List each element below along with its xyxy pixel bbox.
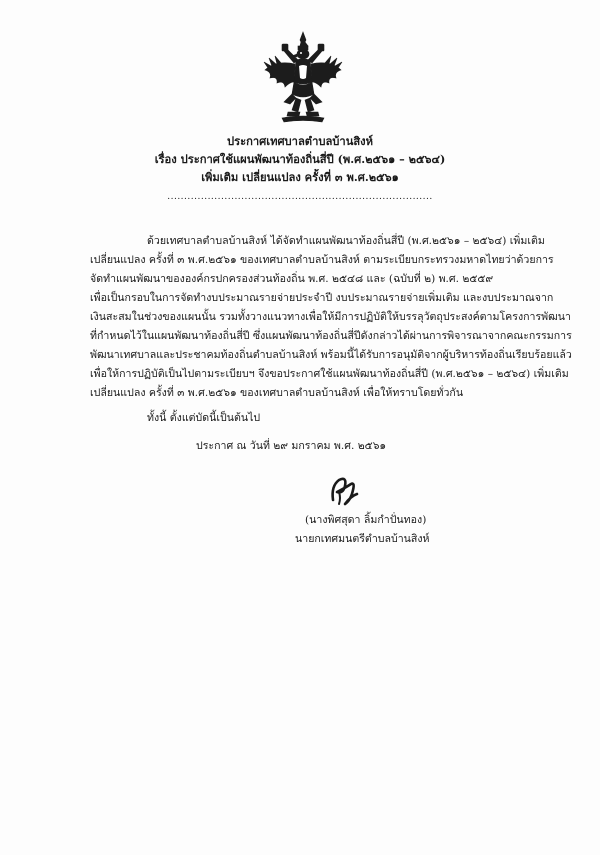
body-line: เพื่อให้การปฏิบัติเป็นไปตามระเบียบฯ จึงขอประกาศใช้แผนพัฒนาท้องถิ่นสี่ปี (พ.ศ.๒๕๖๑ – ๒๕๖๔) เพิ่มเติม (90, 368, 569, 380)
announcement-subject-line2: เพิ่มเติม เปลี่ยนแปลง ครั้งที่ ๓ พ.ศ.๒๕๖๑ (201, 170, 399, 184)
body-line: ที่กำหนดไว้ในแผนพัฒนาท้องถิ่นสี่ปี ซึ่งแผนพัฒนาท้องถิ่นสี่ปีดังกล่าวได้ผ่านการพิจารณาจากคณะกรรมการ (90, 330, 572, 342)
body-line: เงินสะสมในช่วงของแผนนั้น รวมทั้งวางแนวทางเพื่อให้มีการปฏิบัติให้บรรลุวัตถุประสงค์ตามโครงการพัฒนา (90, 311, 571, 323)
announcement-subject: เรื่อง ประกาศใช้แผนพัฒนาท้องถิ่นสี่ปี (พ.ศ.๒๕๖๑ – ๒๕๖๔) (154, 152, 446, 166)
announcement-title: ประกาศเทศบาลตำบลบ้านสิงห์ (226, 134, 374, 148)
body-line: เพื่อเป็นกรอบในการจัดทำงบประมาณรายจ่ายประจำปี งบประมาณรายจ่ายเพิ่มเติม และงบประมาณจาก (90, 292, 554, 304)
body-line: เปลี่ยนแปลง ครั้งที่ ๓ พ.ศ.๒๕๖๑ ของเทศบาลตำบลบ้านสิงห์ เพื่อให้ทราบโดยทั่วกัน (90, 387, 464, 399)
signer-position: นายกเทศมนตรีตำบลบ้านสิงห์ (295, 533, 430, 545)
body-line: พัฒนาเทศบาลและประชาคมท้องถิ่นตำบลบ้านสิงห์ พร้อมนี้ได้รับการอนุมัติจากผู้บริหารท้องถิ่นเรียบร้อยแล้ว (90, 349, 572, 361)
handwritten-signature-icon (325, 470, 365, 510)
body-line: ด้วยเทศบาลตำบลบ้านสิงห์ ได้จัดทำแผนพัฒนาท้องถิ่นสี่ปี (พ.ศ.๒๕๖๑ – ๒๕๖๔) เพิ่มเติม (147, 235, 545, 247)
body-line: จัดทำแผนพัฒนาขององค์กรปกครองส่วนท้องถิ่น พ.ศ. ๒๕๔๘ และ (ฉบับที่ ๒) พ.ศ. ๒๕๕๙ (90, 273, 494, 285)
signer-name: (นางพิศสุดา ลิ้มกำปั่นทอง) (305, 514, 427, 526)
announcement-date: ประกาศ ณ วันที่ ๒๙ มกราคม พ.ศ. ๒๕๖๑ (196, 440, 387, 452)
effective-statement: ทั้งนี้ ตั้งแต่บัดนี้เป็นต้นไป (147, 412, 261, 424)
dotted-separator: ............................................................................... (167, 192, 433, 202)
garuda-emblem-icon (262, 30, 344, 124)
body-line: เปลี่ยนแปลง ครั้งที่ ๓ พ.ศ.๒๕๖๑ ของเทศบาลตำบลบ้านสิงห์ ตามระเบียบกระทรวงมหาดไทยว่าด้วยการ (90, 254, 554, 266)
